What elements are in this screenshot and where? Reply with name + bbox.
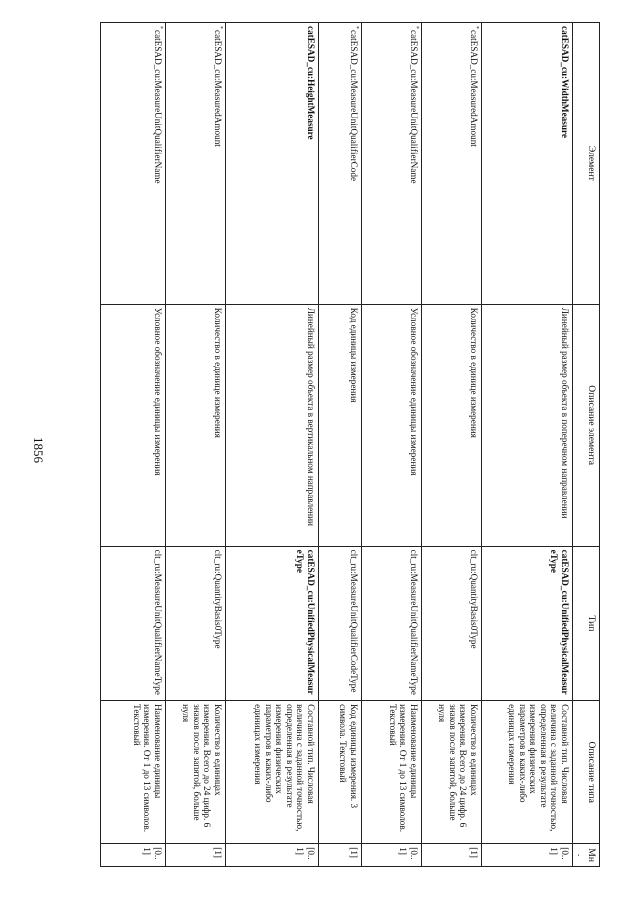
type-desc: Составной тип. Числовая величина с заданной точностью, определенная в результате измерения физических параметров в каких-либо единицах измерения (225, 701, 318, 844)
element-name: catESAD_cu:MeasuredAmount (468, 30, 479, 147)
table-row (165, 23, 225, 867)
table-row (225, 23, 318, 867)
table-row (100, 23, 165, 867)
rotated-sheet (105, 22, 600, 867)
nesting-marker-icon: * (352, 26, 359, 29)
element-name: catESAD_cu:MeasureUnitQualifierName (152, 30, 163, 184)
header-mn: Мн. (572, 844, 599, 867)
header-element: Элемент (572, 23, 599, 305)
element-name: catESAD_cu:MeasuredAmount (212, 30, 223, 147)
table-row (361, 23, 421, 867)
type-desc: Наименование единицы измерения. От 1 до 13 символов. Текстовый (361, 701, 421, 844)
type-name: clt_ru:MeasureUnitQualifierNameType (100, 546, 165, 700)
element-desc: Условное обозначение единицы измерения (361, 304, 421, 546)
header-element-desc: Описание элемента (572, 304, 599, 546)
type-name: clt_ru:MeasureUnitQualifierCodeType (318, 546, 361, 700)
element-desc: Линейный размер объекта в поперечном направлении (481, 304, 572, 546)
nesting-marker-icon: * (156, 26, 163, 29)
table-row (318, 23, 361, 867)
nesting-marker-icon: * (472, 26, 479, 29)
nesting-marker-icon: * (216, 26, 223, 29)
multiplicity: [1] (165, 844, 225, 867)
element-desc: Количество в единице измерения (165, 304, 225, 546)
element-desc: Условное обозначение единицы измерения (100, 304, 165, 546)
spec-table (100, 22, 600, 867)
multiplicity: [0..1] (361, 844, 421, 867)
element-name: catESAD_cu:WidthMeasure (559, 26, 570, 138)
type-name: catESAD_cu:UnifiedPhysicalMeasureType (549, 549, 570, 695)
type-name: catESAD_cu:UnifiedPhysicalMeasureType (295, 549, 316, 695)
header-type-desc: Описание типа (572, 701, 599, 844)
type-name: clt_ru:MeasureUnitQualifierNameType (361, 546, 421, 700)
multiplicity: [0..1] (481, 844, 572, 867)
type-desc: Составной тип. Числовая величина с заданной точностью, определенная в результате измерения физических параметров в каких-либо единицах измерения (481, 701, 572, 844)
table-row (421, 23, 481, 867)
header-type: Тип (572, 546, 599, 700)
nesting-marker-icon: * (412, 26, 419, 29)
table-header-row (572, 23, 599, 867)
element-name: catESAD_cu:MeasureUnitQualifierCode (348, 30, 359, 182)
multiplicity: [0..1] (100, 844, 165, 867)
element-desc: Количество в единице измерения (421, 304, 481, 546)
table-row (481, 23, 572, 867)
type-name: clt_ru:QuantityBasis0Type (165, 546, 225, 700)
type-name: clt_ru:QuantityBasis0Type (421, 546, 481, 700)
type-desc: Количество в единицах измерения. Всего до 24 цифр. 6 знаков после запятой, больше нуля (421, 701, 481, 844)
type-desc: Код единицы измерения. 3 символа. Текстовый (318, 701, 361, 844)
multiplicity: [0..1] (225, 844, 318, 867)
multiplicity: [1] (421, 844, 481, 867)
element-name: catESAD_cu:MeasureUnitQualifierName (408, 30, 419, 184)
element-desc: Код единицы измерения (318, 304, 361, 546)
type-desc: Количество в единицах измерения. Всего до 24 цифр. 6 знаков после запятой, больше нуля (165, 701, 225, 844)
element-name: catESAD_cu:HeightMeasure (305, 26, 316, 140)
multiplicity: [1] (318, 844, 361, 867)
page-number: 1856 (31, 437, 46, 463)
element-desc: Линейный размер объекта в вертикальном направлении (225, 304, 318, 546)
type-desc: Наименование единицы измерения. От 1 до 13 символов. Текстовый (100, 701, 165, 844)
